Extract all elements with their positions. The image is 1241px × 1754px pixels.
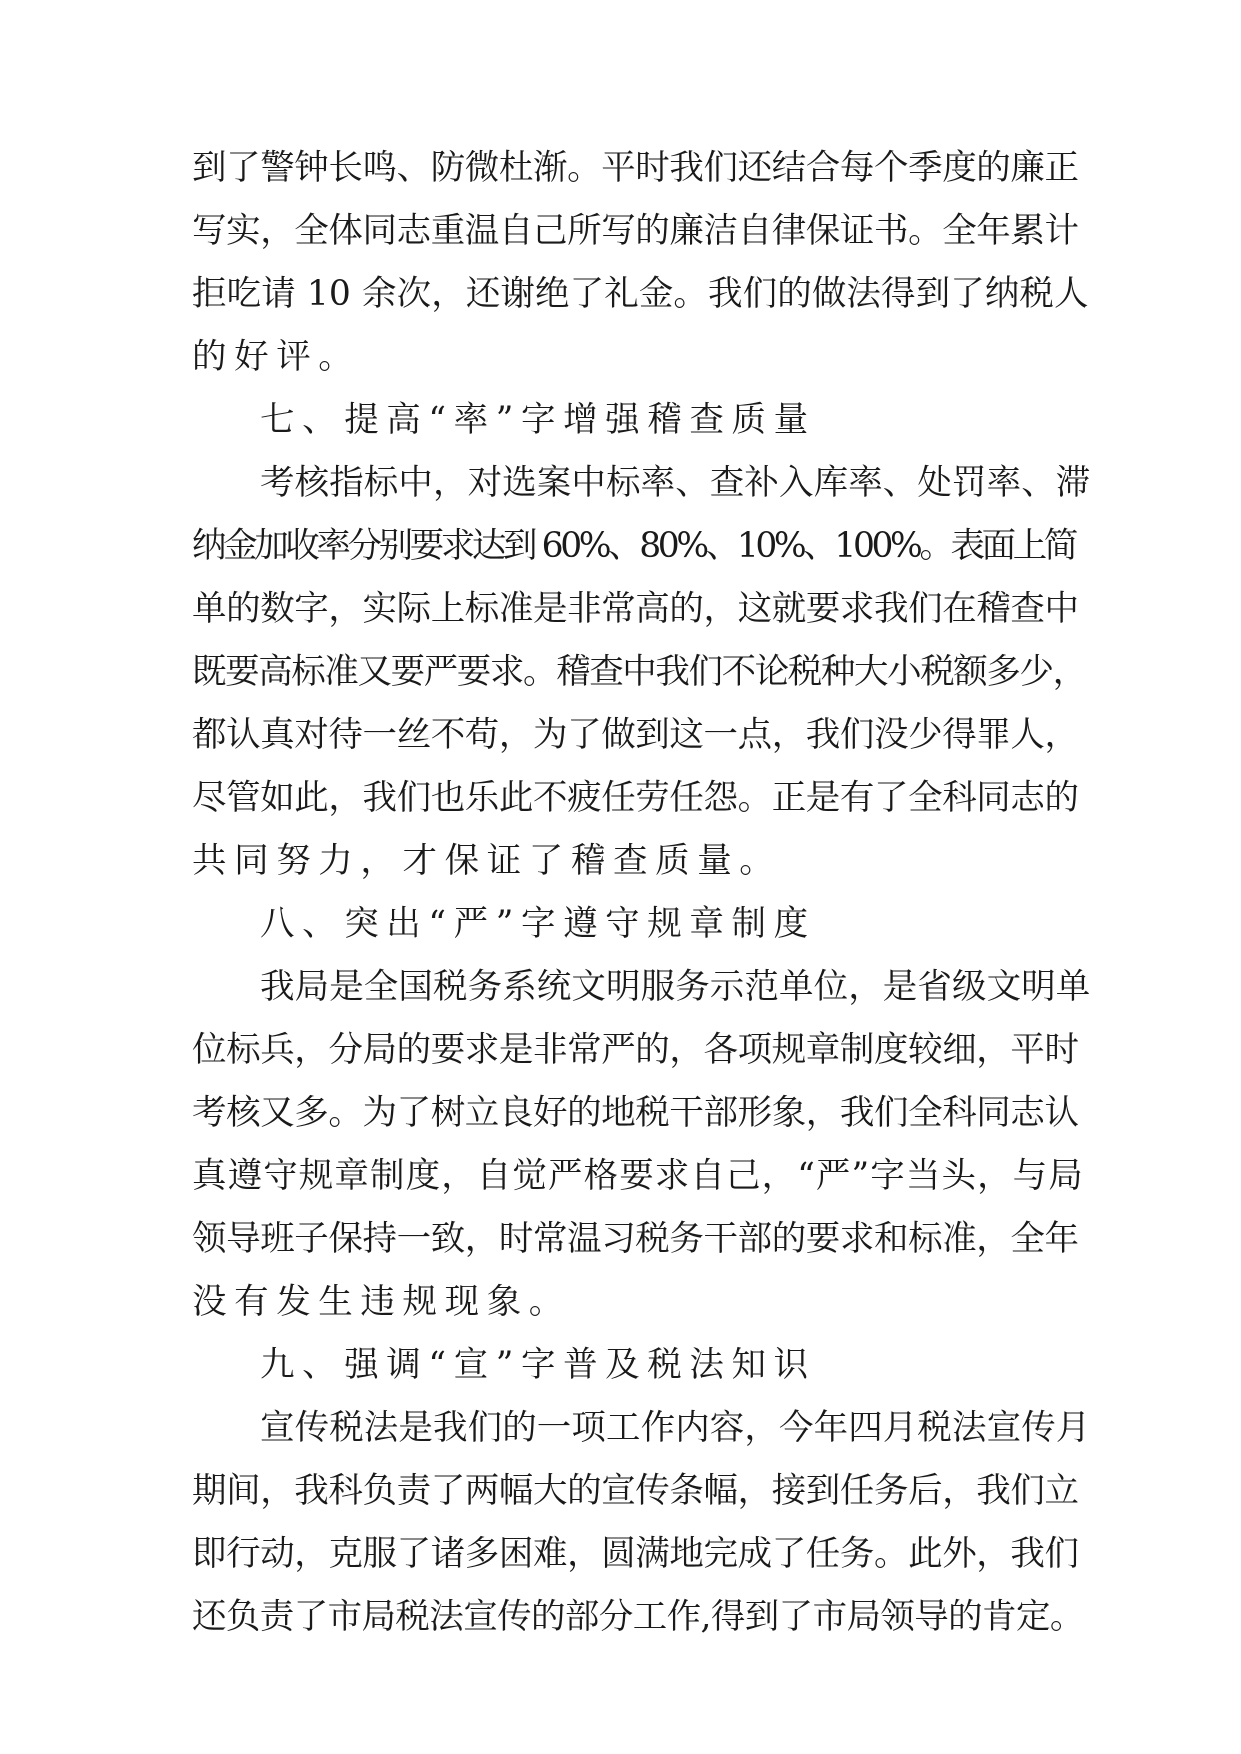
section-heading: 七、提高“率”字增强稽查质量: [260, 400, 816, 440]
paragraph-line: 单的数字，实际上标准是非常高的，这就要求我们在稽查中: [192, 589, 1079, 629]
paragraph-line: 拒吃请 10 余次，还谢绝了礼金。我们的做法得到了纳税人: [192, 274, 1089, 314]
paragraph-line: 共同努力，才保证了稽查质量。: [192, 841, 782, 881]
paragraph-line: 即行动，克服了诸多困难，圆满地完成了任务。此外，我们: [192, 1534, 1079, 1574]
paragraph-line: 没有发生违规现象。: [192, 1282, 571, 1322]
paragraph-line: 既要高标准又要严要求。稽查中我们不论税种大小税额多少，: [192, 652, 1086, 692]
paragraph-line: 尽管如此，我们也乐此不疲任劳任怨。正是有了全科同志的: [192, 778, 1079, 818]
paragraph-line: 到了警钟长鸣、防微杜渐。平时我们还结合每个季度的廉正: [192, 148, 1079, 188]
paragraph-line: 期间，我科负责了两幅大的宣传条幅，接到任务后，我们立: [192, 1471, 1079, 1511]
paragraph-line: 都认真对待一丝不苟，为了做到这一点，我们没少得罪人，: [192, 715, 1079, 755]
section-heading: 八、突出“严”字遵守规章制度: [260, 904, 816, 944]
paragraph-line: 真遵守规章制度，自觉严格要求自己，“严”字当头，与局: [192, 1156, 1084, 1196]
paragraph-line: 领导班子保持一致，时常温习税务干部的要求和标准，全年: [192, 1219, 1079, 1259]
paragraph-line: 的好评。: [192, 337, 361, 377]
section-heading: 九、强调“宣”字普及税法知识: [260, 1345, 816, 1385]
paragraph-line: 位标兵，分局的要求是非常严的，各项规章制度较细，平时: [192, 1030, 1079, 1070]
paragraph-line: 考核指标中，对选案中标率、查补入库率、处罚率、滞: [260, 463, 1091, 503]
paragraph-line: 宣传税法是我们的一项工作内容，今年四月税法宣传月: [260, 1408, 1091, 1448]
paragraph-line: 考核又多。为了树立良好的地税干部形象，我们全科同志认: [192, 1093, 1079, 1133]
paragraph-line: 我局是全国税务系统文明服务示范单位，是省级文明单: [260, 967, 1091, 1007]
paragraph-line: 纳金加收率分别要求达到 60%、80%、10%、100%。表面上简: [192, 526, 1075, 566]
paragraph-line: 还负责了市局税法宣传的部分工作,得到了市局领导的肯定。: [192, 1597, 1084, 1637]
paragraph-line: 写实，全体同志重温自己所写的廉洁自律保证书。全年累计: [192, 211, 1079, 251]
